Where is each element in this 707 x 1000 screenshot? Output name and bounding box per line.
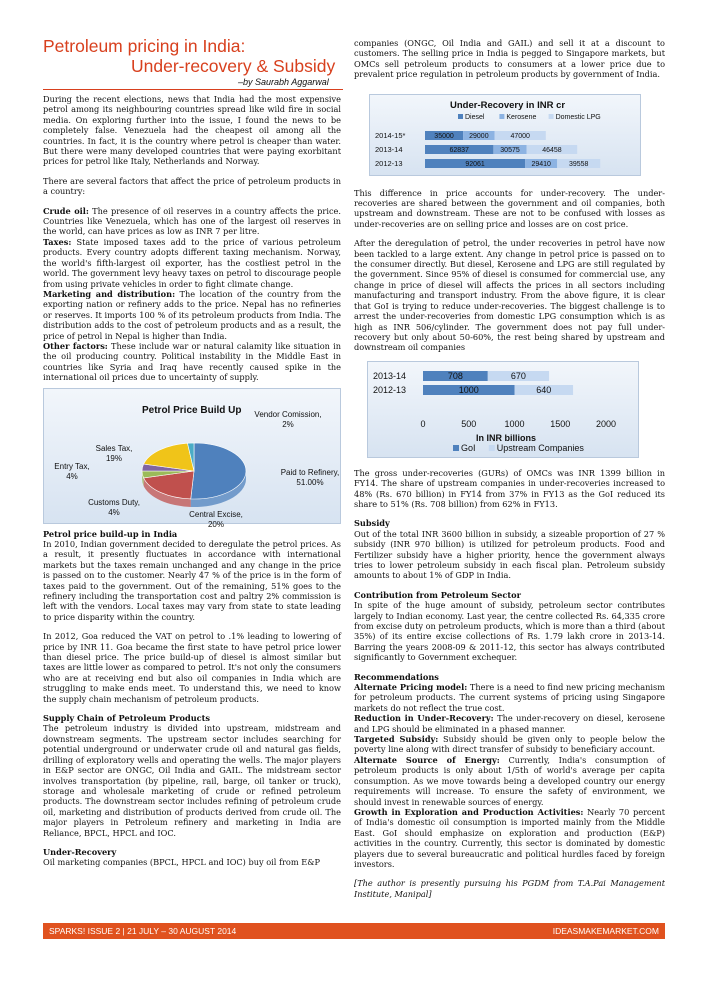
ur-category-label: 2014-15* (375, 130, 406, 140)
share-category-label: 2013-14 (373, 370, 407, 381)
ur-data-label: 29000 (469, 132, 489, 140)
share-xlabel: In INR billions (476, 432, 536, 443)
left-column (43, 94, 341, 868)
rec-reduction (354, 713, 665, 734)
article-title-line1: Petroleum pricing in India: (43, 36, 246, 56)
paragraph-deregulation: After the deregulation of petrol, the under recoveries in petrol have now been tackled to a large extent. Any change in petrol price is passed on to the consumer directly. But diesel, Kerosene and LPG are still regulated by the government. Since 95% of diesel is consumed for commercial use, any change in price of diesel will affects the prices in all sectors including manufacturing and transport industry. From the above figure, it is clear that GoI is trying to reduce under-recoveries. The biggest challenge is to arrest the under-recoveries from domestic LPG consumption which is as high as INR 506/cylinder. The government does not pay full under-recovery but only about 50-60%, the rest being shared by upstream and downstream oil companies (354, 238, 665, 353)
paragraph-other-factors (43, 341, 341, 383)
rec-targeted-subsidy (354, 734, 665, 755)
share-data-label: 1000 (458, 384, 479, 395)
share-category-label: 2012-13 (373, 384, 407, 395)
article-title-line2: Under-recovery & Subsidy (131, 56, 336, 76)
right-column (354, 38, 665, 899)
pie-title: Petrol Price Build Up (142, 404, 242, 416)
paragraph-contribution: In spite of the huge amount of subsidy, petroleum sector contributes largely to Indian economy. Last year, the centre collected Rs. 64,335 crore from excise duty on petroleum products, which is more than a third (about 35%) of its entire excise collections of Rs. 1.79 lakh crore in 2013-14. Barring the years 2008-09 & 2011-12, this sector has always contributed significantly to Government exchequer. (354, 600, 665, 663)
rec-reduction-text: The under-recovery on diesel, kerosene and LPG should be eliminated in a phased manner. (354, 713, 665, 734)
paragraph-buildup-1: In 2010, Indian government decided to deregulate the petrol prices. As a result, it presently fluctuates in accordance with international markets but the taxes remain unchanged and any change in the price is passed on to the customer. Nearly 47 % of the price is in the form of taxes paid to the government. Out of the remaining, 51% goes to the refinery including the transportation cost and paltry 2% commission is left with the vendors. Local taxes may vary from state to state leading to price disparity within the country. (43, 538, 341, 622)
rec-alternate-energy-text: Currently, India's consumption of petroleum products is only about 1/5th of world's average per capita consumption. As we move towards being a developed country our energy requirements will increase. To ensure the safety of environment, we should invest in renewable sources of energy. (354, 754, 665, 807)
share-chart-box (367, 361, 639, 458)
rec-growth-exploration (354, 807, 665, 869)
ur-legend-label: Diesel (465, 113, 485, 121)
ur-data-label: 92061 (465, 160, 485, 168)
share-data-label: 708 (447, 370, 463, 381)
rec-alternate-pricing-text: There is a need to find new pricing mechanism for petroleum products. The current systems of pricing using Singapore markets do not reflect the true cost. (354, 682, 666, 713)
ur-data-label: 62837 (449, 146, 469, 154)
rec-alternate-pricing-label: Alternate Pricing model: (354, 682, 468, 693)
rec-alternate-energy-label: Alternate Source of Energy: (354, 754, 500, 765)
paragraph-gross-under-recoveries: The gross under-recoveries (GURs) of OMCs was INR 1399 billion in FY14. The share of upstream companies in under-recoveries increased to 48% (Rs. 670 billion) in FY14 from 37% in FY13 as the GoI reduced its share to 51% (Rs. 708 billion) from 62% in FY13. (354, 467, 665, 509)
share-tick-label: 1000 (504, 418, 525, 429)
pie-label: Vendor Comission, 2% (254, 409, 322, 429)
ur-legend-swatch (549, 114, 554, 119)
ur-data-label: 47000 (510, 132, 530, 140)
paragraph-crude-oil (43, 206, 341, 237)
marketing-label: Marketing and distribution: (43, 288, 176, 299)
paragraph-intro: During the recent elections, news that India had the most expensive petrol among its neighbouring countries spread like wild fire in social media. On exploring further into the issue, I found the news to be completely false. Venezuela had the cheapest oil among all the countries. In fact, it is the country where petrol is cheaper than water. But there were many developed countries that were paying exorbitant prices for petrol like Italy, Netherlands and Norway. (43, 94, 341, 167)
share-legend-swatch (489, 445, 495, 451)
paragraph-factors: There are several factors that affect the price of petroleum products in a country: (43, 175, 341, 197)
share-tick-label: 500 (461, 418, 477, 429)
pie-label: Sales Tax, 19% (95, 443, 133, 463)
share-data-label: 640 (536, 384, 552, 395)
heading-subsidy: Subsidy (354, 518, 390, 529)
share-data-label: 670 (510, 370, 526, 381)
rec-growth-exploration-label: Growth in Exploration and Production Activities: (354, 806, 584, 817)
other-factors-label: Other factors: (43, 340, 108, 351)
title-rule (43, 89, 343, 90)
share-tick-label: 2000 (595, 418, 617, 429)
pie-label: Entry Tax, 4% (54, 461, 90, 481)
paragraph-buildup-2: In 2012, Goa reduced the VAT on petrol to .1% leading to lowering of price by INR 11. Goa became the first state to have petrol price lower than diesel price. The price build-up of diesel is almost similar but taxes are little lower as compared to petrol. It's not only the consumers who are at receiving end but also oil companies in India which are struggling to make ends meet. To understand this, we need to know the supply chain mechanism of petroleum products. (43, 631, 341, 704)
other-factors-text: These include war or natural calamity like situation in the oil producing country. Political instability in the Middle East in countries like Syria and Iraq have recently caused spike in the international oil prices due to uncertainty of supply. (43, 340, 342, 383)
rec-growth-exploration-text: Nearly 70 percent of India's domestic oil consumption is imported mainly from the Middle East. GoI should emphasize on exploration and production (E&P) activities in the country. Currently, this sector is dominated by domestic players due to several bureaucratic and political hurdles faced by foreign investors. (354, 806, 665, 869)
rec-alternate-pricing (354, 682, 665, 713)
pie-label: Paid to Refinery, 51.00% (280, 467, 340, 487)
share-legend-label: Upstream Companies (496, 442, 584, 453)
rec-reduction-label: Reduction in Under-Recovery: (354, 713, 494, 724)
paragraph-continued: companies (ONGC, Oil India and GAIL) and sell it at a discount to customers. The selling price in India is pegged to Singapore markets, but OMCs sell petroleum products to consumers at a lower price due to prevalent price regulation in petroleum products by government of India. (354, 38, 665, 80)
ur-title: Under-Recovery in INR cr (450, 99, 566, 111)
paragraph-subsidy: Out of the total INR 3600 billion in subsidy, a sizeable proportion of 27 % subsidy (INR 970 billion) is utilized for petroleum products. Food and Fertilizer subsidy have a higher priority, hence the government always tries to lower petroleum subsidy in each fiscal plan. Petroleum subsidy amounts to about 1% of GDP in India. (354, 528, 665, 581)
pie-chart (44, 389, 340, 529)
rec-alternate-energy (354, 755, 665, 807)
byline: –by Saurabh Aggarwal (238, 77, 329, 87)
heading-supply-chain: Supply Chain of Petroleum Products (43, 713, 211, 724)
crude-oil-label: Crude oil: (43, 205, 89, 216)
ur-legend-swatch (458, 114, 463, 119)
paragraph-marketing (43, 289, 341, 341)
pie-label: Customs Duty, 4% (88, 497, 140, 517)
paragraph-supply-chain: The petroleum industry is divided into upstream, midstream and downstream segments. The upstream sector includes searching for potential underground or underwater crude oil and natural gas fields, drilling of exploratory wells and operating the wells. The major players in E&P sector are ONGC, Oil India and GAIL. The midstream sector involves transportation (by pipeline, rail, barge, oil tanker or truck), storage and wholesale marketing of crude or refined petroleum products. The downstream sector includes refining of petroleum crude oil, marketing and distribution of products derived from crude oil. The major players in Petroleum refinery and marketing in India are Reliance, BPCL, HPCL and IOC. (43, 723, 341, 838)
paragraph-under-recovery: Oil marketing companies (BPCL, HPCL and IOC) buy oil from E&P (43, 857, 320, 868)
footer-issue: SPARKS! ISSUE 2 | 21 JULY – 30 AUGUST 2014 (49, 926, 237, 936)
pie-label: Central Excise, 20% (189, 509, 243, 529)
heading-recommendations: Recommendations (354, 671, 439, 682)
paragraph-difference: This difference in price accounts for under-recovery. The under- recoveries are shared between the government and oil companies, both upstream and downstream. These are not to be confused with losses as under-recoveries are on selling price and losses are on cost price. (354, 187, 665, 229)
share-legend-swatch (453, 445, 459, 451)
share-tick-label: 1500 (550, 418, 571, 429)
footer-website[interactable]: IDEASMAKEMARKET.COM (552, 926, 659, 936)
author-credit: [The author is presently pursuing his PGDM from T.A.Pai Management Institute, Manipal] (354, 878, 665, 899)
share-tick-label: 0 (420, 418, 426, 429)
heading-under-recovery: Under-Recovery (43, 846, 117, 857)
ur-data-label: 39558 (568, 160, 589, 168)
ur-legend-label: Kerosene (506, 113, 537, 121)
pie-chart-box (43, 388, 341, 529)
ur-data-label: 46458 (542, 146, 562, 154)
footer-bar (43, 923, 665, 939)
marketing-text: The location of the country from the exporting nation or refinery adds to the price. Nepal has no refineries or reserves. It imports 100 % of its petroleum products from India. The distribution adds to the cost of petroleum products and as a result, the price of petrol in Nepal is higher than India. (43, 288, 341, 341)
under-recovery-chart-box (369, 94, 641, 176)
ur-data-label: 30575 (500, 146, 520, 154)
rec-targeted-subsidy-text: Subsidy should be given only to people below the poverty line along with direct transfer of subsidy to beneficiary account. (354, 734, 665, 755)
share-chart (368, 362, 638, 457)
under-recovery-chart (370, 95, 640, 175)
ur-category-label: 2013-14 (375, 144, 403, 154)
crude-oil-text: The presence of oil reserves in a country affects the price. Countries like Venezuela, which has one of the largest oil reserves in the world, can have prices as low as INR 7 per litre. (43, 205, 341, 237)
ur-category-label: 2012-13 (375, 158, 403, 168)
taxes-text: State imposed taxes add to the price of various petroleum products. Every country adopts different taxing mechanism. Norway, the world's fifth-largest oil exporter, has the costliest petrol in the world. The government levy heavy taxes on petrol to discourage people from using private vehicles in order to fight climate change. (43, 236, 341, 289)
ur-data-label: 35000 (434, 132, 454, 140)
taxes-label: Taxes: (43, 236, 72, 247)
heading-contribution: Contribution from Petroleum Sector (354, 589, 521, 600)
ur-legend-swatch (499, 114, 504, 119)
ur-data-label: 29410 (531, 160, 551, 168)
ur-legend-label: Domestic LPG (555, 113, 601, 121)
rec-targeted-subsidy-label: Targeted Subsidy: (354, 734, 439, 745)
share-legend-label: GoI (461, 442, 476, 453)
paragraph-taxes (43, 237, 341, 289)
heading-buildup: Petrol price build-up in India (43, 528, 178, 539)
